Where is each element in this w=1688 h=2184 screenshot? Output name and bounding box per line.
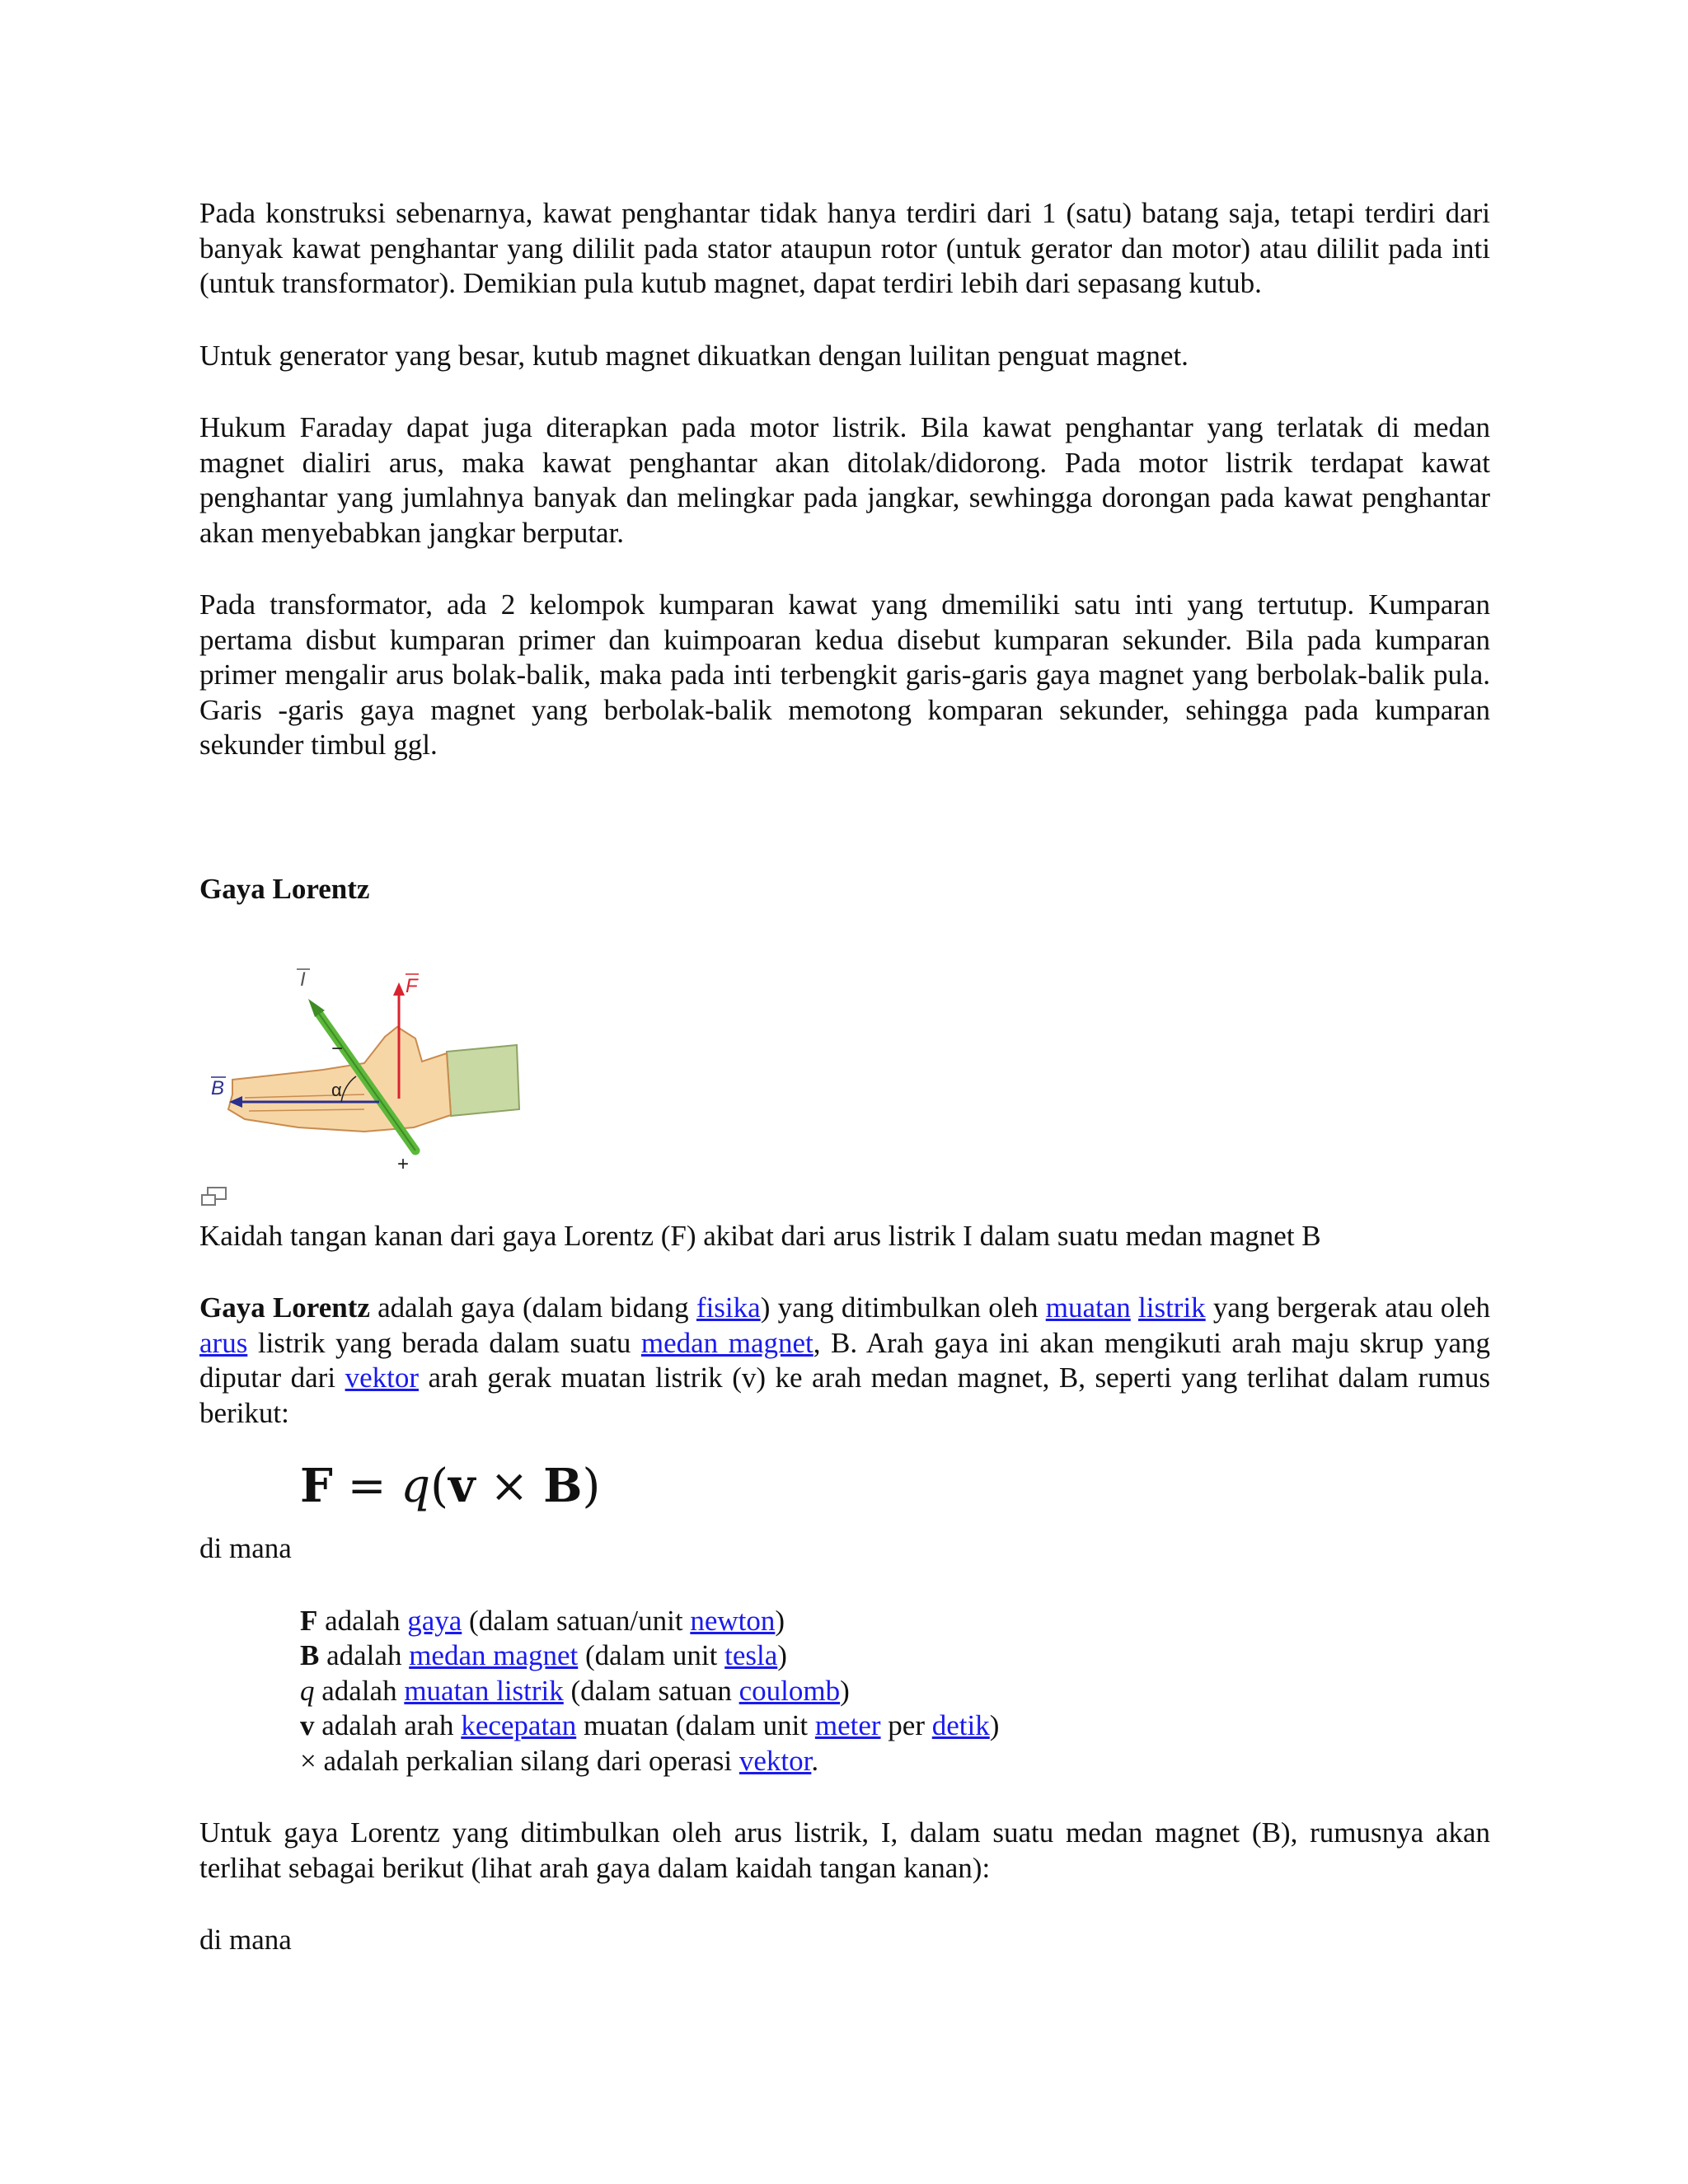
paragraph-lorentz-definition (199, 1291, 1490, 1431)
text-span: ) yang ditimbulkan oleh (760, 1291, 1046, 1324)
def-symbol: v (300, 1709, 315, 1741)
text-span: adalah (314, 1674, 405, 1707)
text-span: adalah (317, 1604, 408, 1637)
section-heading: Gaya Lorentz (199, 872, 370, 905)
text-span: ) (989, 1709, 1000, 1741)
definition-item (300, 1708, 1490, 1744)
link-meter[interactable]: meter (814, 1709, 881, 1741)
term-gaya-lorentz: Gaya Lorentz (199, 1291, 370, 1324)
di-mana-label: di mana (199, 1532, 292, 1564)
text-span: (dalam satuan/unit (462, 1604, 691, 1637)
paragraph-lorentz-current: Untuk gaya Lorentz yang ditimbulkan oleh arus listrik, I, dalam suatu medan magnet (B), rumusnya akan terlihat sebagai berikut (lihat arah gaya dalam kaidah tangan kanan): (199, 1816, 1490, 1884)
link-coulomb[interactable]: coulomb (738, 1674, 841, 1707)
label-angle: α (331, 1080, 342, 1100)
text-span: yang bergerak atau oleh (1205, 1291, 1490, 1324)
lorentz-formula (300, 1449, 1490, 1523)
link-arus[interactable]: arus (199, 1326, 248, 1359)
formula-times: × (475, 1460, 544, 1513)
text-span (1131, 1291, 1138, 1324)
text-span: , B. Arah gaya ini akan mengikuti arah maju skrup yang diputar dari (199, 1326, 1491, 1394)
link-listrik[interactable]: listrik (1138, 1291, 1206, 1324)
label-minus: − (331, 1038, 344, 1060)
paragraph-motor: Hukum Faraday dapat juga diterapkan pada motor listrik. Bila kawat penghantar yang terlatak di medan magnet dialiri arus, maka kawat penghantar akan ditolak/didorong. Pada motor listrik terdapat kawat penghantar yang jumlahnya banyak dan melingkar pada jangkar, sewhingga dorongan pada kawat penghantar akan menyebabkan jangkar berputar. (199, 411, 1490, 549)
formula-paren: ( (430, 1460, 449, 1513)
label-current: I (300, 968, 306, 991)
link-gaya[interactable]: gaya (407, 1604, 462, 1637)
link-kecepatan[interactable]: kecepatan (461, 1709, 577, 1741)
label-field: B (211, 1077, 225, 1099)
definition-item (300, 1674, 1490, 1709)
text-span: muatan (dalam unit (576, 1709, 815, 1741)
link-muatan[interactable]: muatan (1045, 1291, 1131, 1324)
text-span: listrik yang berada dalam suatu (247, 1326, 641, 1359)
text-span: ) (775, 1604, 785, 1637)
label-plus: + (397, 1153, 410, 1175)
paragraph-konstruksi: Pada konstruksi sebenarnya, kawat penghantar tidak hanya terdiri dari 1 (satu) batang saja, tetapi terdiri dari banyak kawat penghantar yang dililit pada stator ataupun rotor (untuk gerator dan motor) atau dililit pada inti (untuk transformator). Demikian pula kutub magnet, dapat terdiri lebih dari sepasang kutub. (199, 197, 1490, 299)
def-symbol: B (300, 1639, 320, 1671)
link-detik[interactable]: detik (931, 1709, 990, 1741)
text-span: ) (840, 1674, 850, 1707)
text-span: (dalam satuan (563, 1674, 739, 1707)
text-span: adalah perkalian silang dari operasi (316, 1744, 739, 1777)
def-symbol: × (300, 1744, 316, 1777)
text-span: arah gerak muatan listrik (v) ke arah medan magnet, B, seperti yang terlihat dalam rumus berikut: (199, 1361, 1490, 1429)
def-symbol: F (300, 1604, 318, 1637)
link-medan-magnet[interactable]: medan magnet (409, 1639, 579, 1671)
text-span: adalah gaya (dalam bidang (369, 1291, 696, 1324)
label-force: F (406, 975, 418, 997)
formula-F: F (300, 1459, 333, 1513)
paragraph-generator: Untuk generator yang besar, kutub magnet dikuatkan dengan luilitan penguat magnet. (199, 339, 1189, 372)
right-hand-rule-illustration (199, 963, 529, 1177)
link-medan-magnet[interactable]: medan magnet (640, 1326, 814, 1359)
document-page (199, 196, 1490, 1958)
text-span: ) (777, 1639, 787, 1671)
formula-equals: = (332, 1460, 401, 1513)
text-span: adalah arah (314, 1709, 462, 1741)
link-newton[interactable]: newton (690, 1604, 776, 1637)
definition-item (300, 1604, 1490, 1639)
text-span: per (880, 1709, 932, 1741)
formula-v: v (448, 1459, 476, 1513)
definition-item (300, 1744, 1490, 1779)
enlarge-icon[interactable] (199, 1183, 232, 1208)
definition-item (300, 1638, 1490, 1674)
link-vektor[interactable]: vektor (738, 1744, 812, 1777)
definition-list (199, 1604, 1490, 1779)
text-span: adalah (319, 1639, 410, 1671)
link-muatan-listrik[interactable]: muatan listrik (404, 1674, 564, 1707)
link-tesla[interactable]: tesla (724, 1639, 778, 1671)
right-hand-rule-figure (199, 963, 529, 1177)
text-span: . (811, 1744, 819, 1777)
text-span: (dalam unit (578, 1639, 725, 1671)
formula-paren: ) (582, 1460, 601, 1513)
link-fisika[interactable]: fisika (696, 1291, 761, 1324)
sleeve-shape (447, 1045, 519, 1116)
def-symbol: q (300, 1674, 315, 1707)
formula-B: B (543, 1459, 583, 1513)
di-mana-label-2: di mana (199, 1924, 292, 1956)
figure-caption: Kaidah tangan kanan dari gaya Lorentz (F) akibat dari arus listrik I dalam suatu medan magnet B (199, 1219, 1321, 1252)
paragraph-transformator: Pada transformator, ada 2 kelompok kumparan kawat yang dmemiliki satu inti yang tertutup. Kumparan pertama disbut kumparan primer dan kuimpoaran kedua disebut kumparan sekunder. Bila pada kumparan primer mengalir arus bolak-balik, maka pada inti terbengkit garis-garis gaya magnet yang berbolak-balik pula. Garis -garis gaya magnet yang berbolak-balik memotong komparan sekunder, sehingga pada kumparan sekunder timbul ggl. (199, 588, 1490, 761)
formula-q: q (401, 1460, 431, 1513)
link-vektor[interactable]: vektor (345, 1361, 419, 1394)
